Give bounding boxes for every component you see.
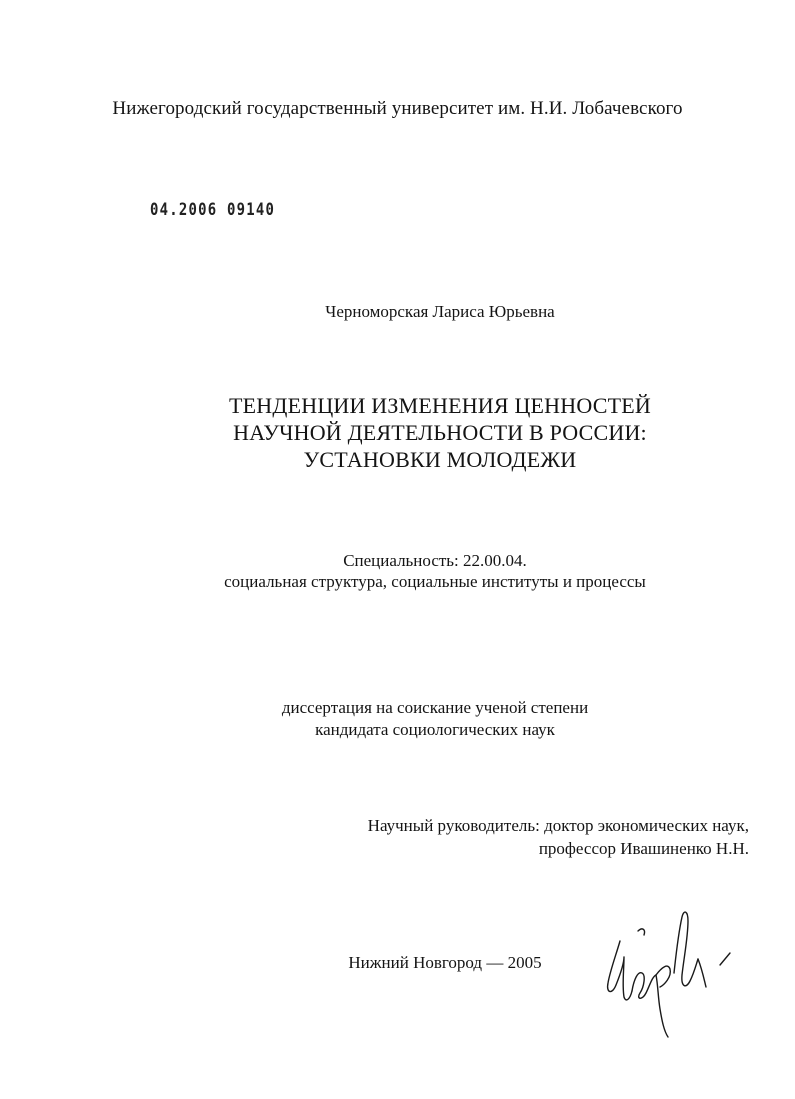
registration-number: 04.2006 09140 (150, 200, 276, 220)
speciality-block (0, 550, 795, 592)
university-name: Нижегородский государственный университет им. Н.И. Лобачевского (112, 98, 683, 119)
signature-icon (598, 905, 748, 1045)
supervisor-line-2: профессор Ивашиненко Н.Н. (538, 839, 749, 858)
supervisor-block (368, 814, 749, 860)
degree-line-1: диссертация на соискание ученой степени (281, 698, 589, 717)
city-year: Нижний Новгород — 2005 (348, 953, 542, 972)
speciality-code: Специальность: 22.00.04. (343, 551, 527, 570)
title-line-2: НАУЧНОЙ ДЕЯТЕЛЬНОСТИ В РОССИИ: (233, 420, 647, 445)
title-line-3: УСТАНОВКИ МОЛОДЕЖИ (303, 447, 577, 472)
author-name: Черноморская Лариса Юрьевна (325, 302, 555, 321)
dissertation-title (0, 392, 795, 473)
supervisor-line-1: Научный руководитель: доктор экономических наук, (367, 816, 749, 835)
speciality-name: социальная структура, социальные институты и процессы (224, 572, 646, 591)
degree-line-2: кандидата социологических наук (315, 720, 555, 739)
degree-block (0, 697, 795, 741)
title-line-1: ТЕНДЕНЦИИ ИЗМЕНЕНИЯ ЦЕННОСТЕЙ (229, 393, 651, 418)
